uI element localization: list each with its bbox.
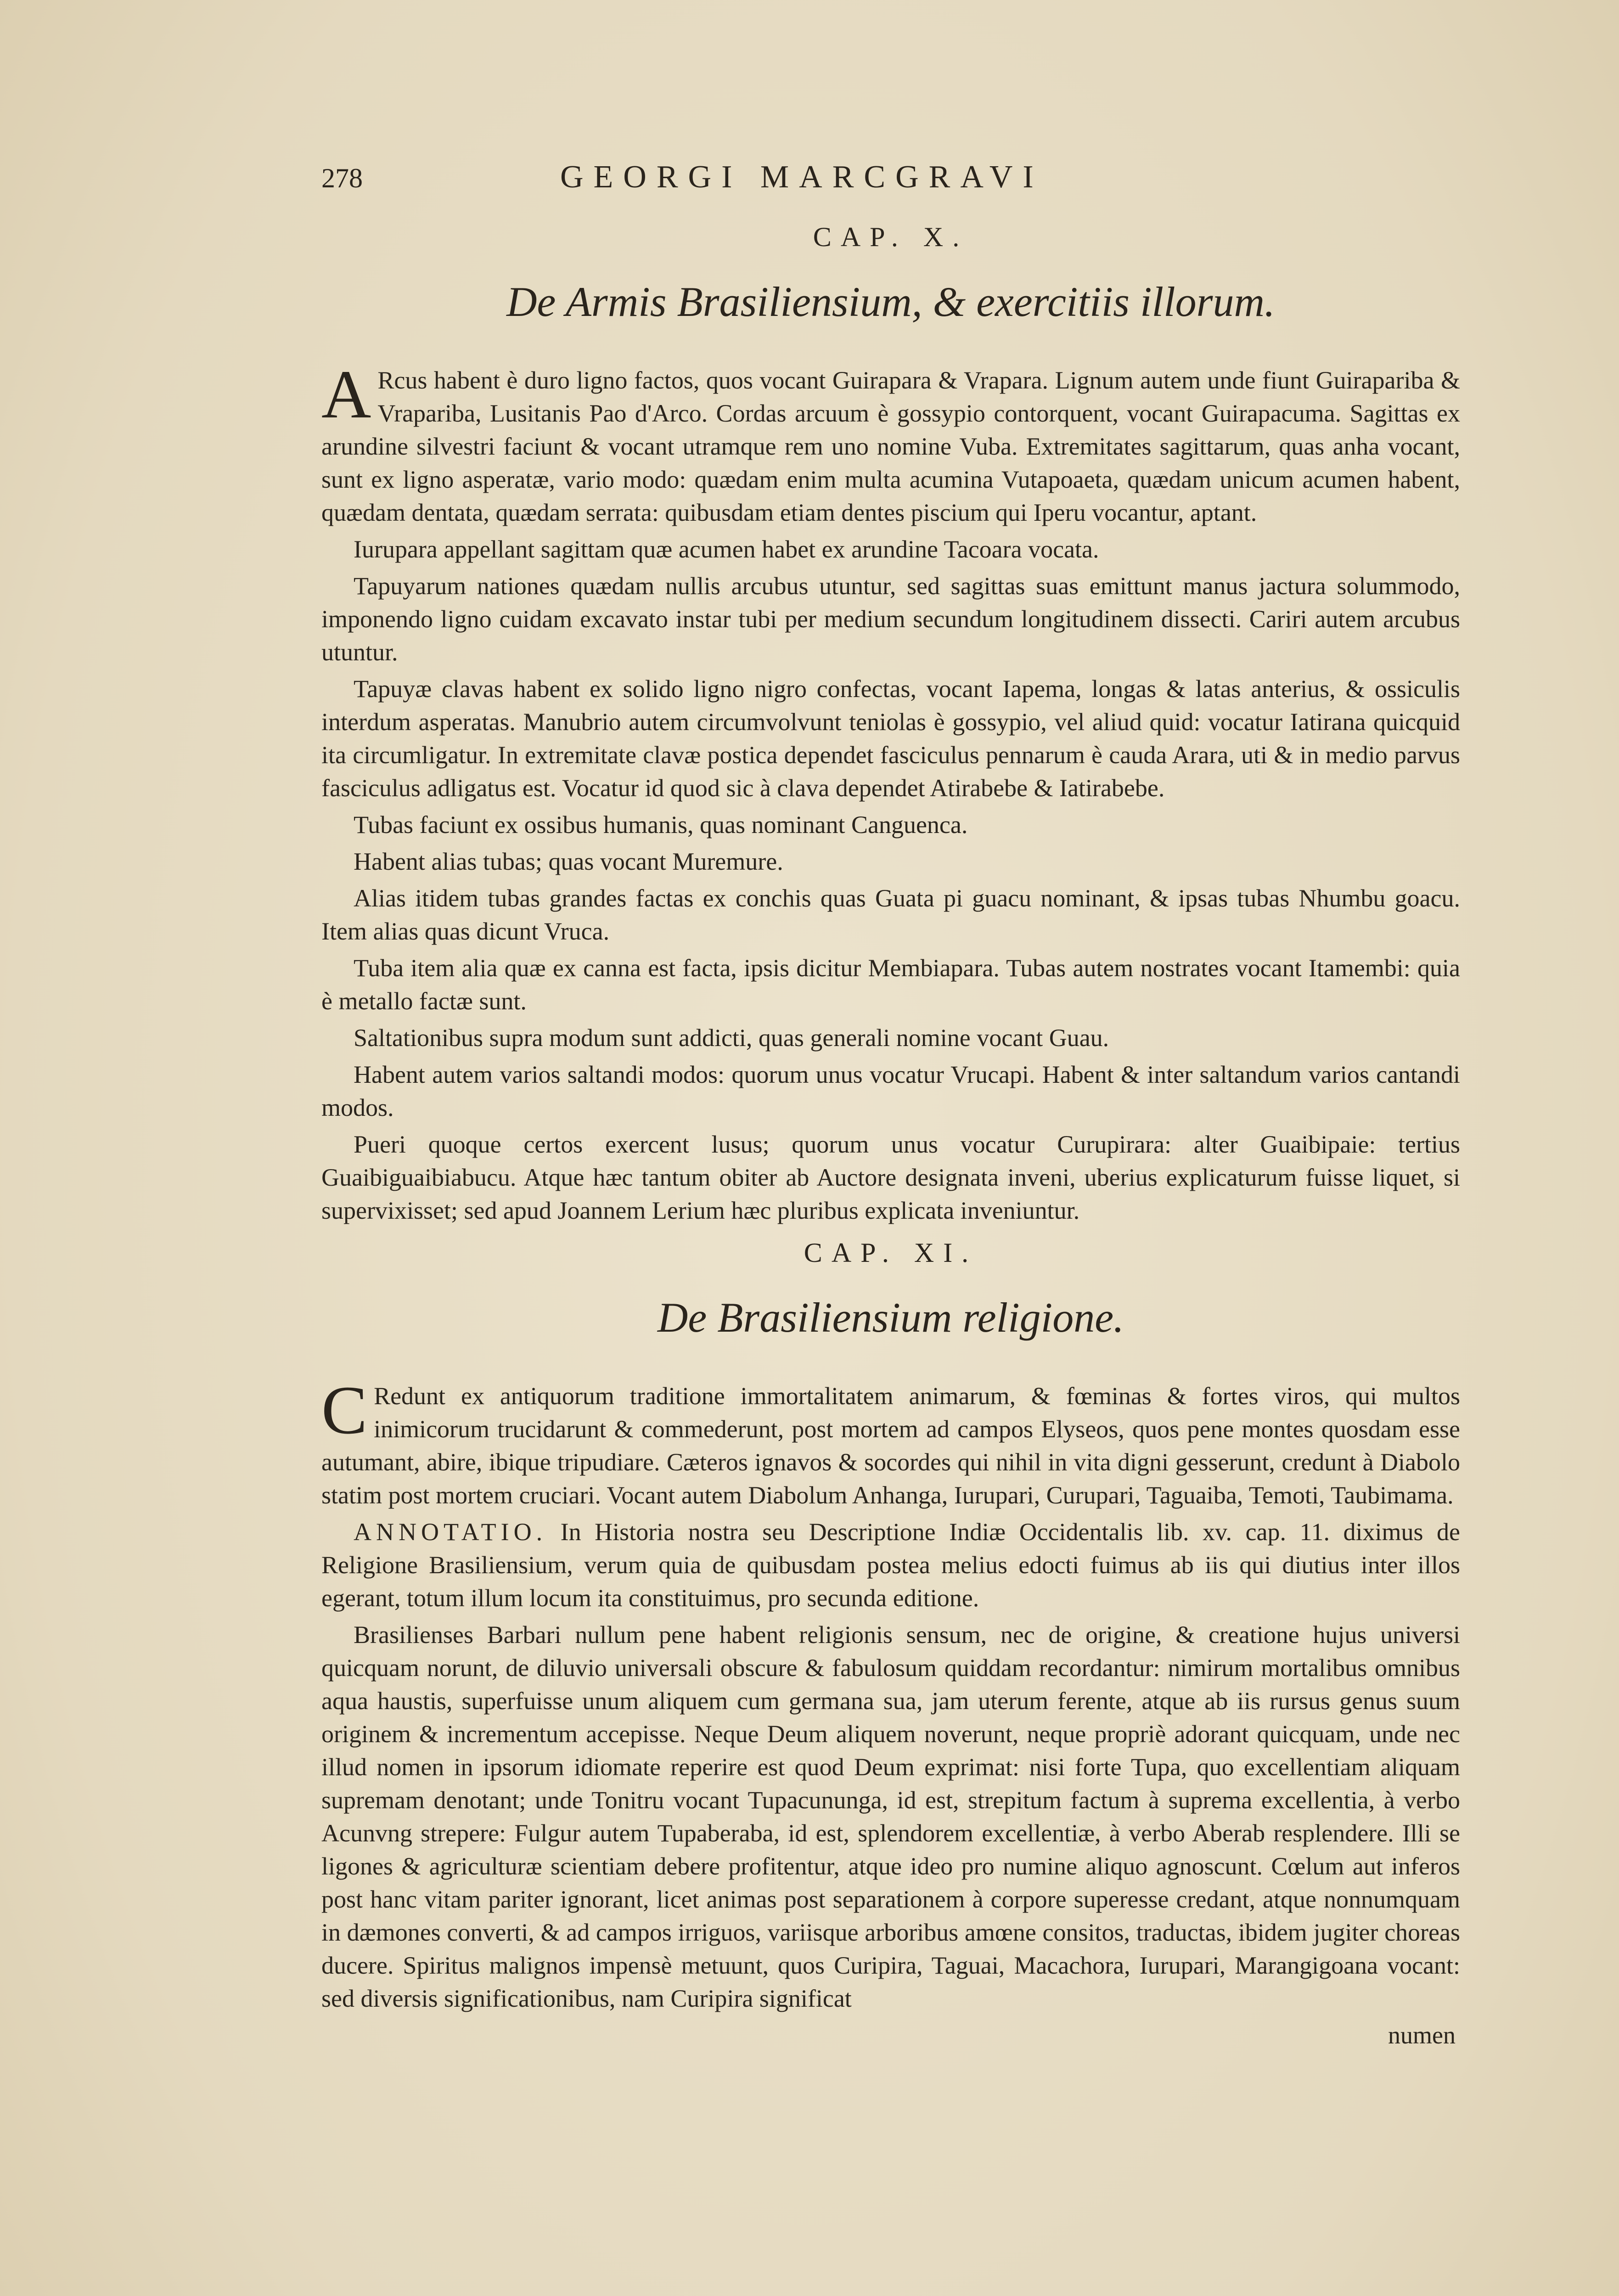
paragraph-text: Rcus habent è duro ligno factos, quos vocant Guirapara & Vrapara. Lignum autem unde fiunt Guirapariba & Vrapariba, Lusitanis Pao d'Arco. Cordas arcuum è gossypio contorquent, vocant Guirapacuma. Sagittas ex arundine silvestri faciunt & vocant utramque rem uno nomine Vuba. Extremitates sagittarum, quas anha vocant, sunt ex ligno asperatæ, vario modo: quædam enim multa acumina Vutapoaeta, quædam unicum acumen habent, quædam dentata, quædam serrata: quibusdam etiam dentes piscium qui Iperu vocantur, aptant. [321,366,1460,526]
catchword: numen [1388,2021,1456,2049]
paragraph: Tubas faciunt ex ossibus humanis, quas nominant Canguenca. [354,811,968,838]
chapter-title: De Armis Brasiliensium, & exercitiis illorum. [506,278,1275,325]
running-title: GEORGI MARCGRAVI [560,159,1044,195]
paragraph: Habent autem varios saltandi modos: quorum unus vocatur Vrucapi. Habent & inter saltandum varios cantandi modos. [321,1061,1460,1121]
paragraph: Tapuyæ clavas habent ex solido ligno nigro confectas, vocant Iapema, longas & latas anterius, & ossiculis interdum asperatas. Manubrio autem circumvolvunt teniolas è gossypio, vel aliud quid: vocatur Iatirana quicquid ita circumligatur. In extremitate clavæ postica dependet fasciculus pennarum è cauda Arara, uti & in medio parvus fasciculus adligatus est. Vocatur id quod sic à clava dependet Atirabebe & Iatirabebe. [321,675,1460,802]
chapter-title: De Brasiliensium religione. [657,1294,1124,1341]
paragraph: Alias itidem tubas grandes factas ex conchis quas Guata pi guacu nominant, & ipsas tubas Nhumbu goacu. Item alias quas dicunt Vruca. [321,884,1460,945]
paragraph: Pueri quoque certos exercent lusus; quorum unus vocatur Curupirara: alter Guaibipaie: tertius Guaibiguaibiabucu. Atque hæc tantum obiter ab Auctore designata inveni, uberius explicaturum fuisse liquet, si supervixisset; sed apud Joannem Lerium hæc pluribus explicata inveniuntur. [321,1131,1460,1224]
paragraph: Iurupara appellant sagittam quæ acumen habet ex arundine Tacoara vocata. [354,535,1099,563]
paragraph: Brasilienses Barbari nullum pene habent religionis sensum, nec de origine, & creatione hujus universi quicquam norunt, de diluvio universali obscure & fabulosum quiddam recordantur: nimirum mortalibus omnibus aqua haustis, superfuisse unum aliquem cum germana sua, jam uterum ferente, atque ab iis rursus genus suum originem & incrementum accepisse. Neque Deum aliquem noverunt, neque propriè adorant quicquam, unde nec illud nomen in ipsorum idiomate reperire est quod Deum exprimat: nisi forte Tupa, quo excellentiam aliquam supremam denotant; unde Tonitru vocant Tupacununga, id est, strepitum factum à suprema excellentia, à verbo Acunvng strepere: Fulgur autem Tupaberaba, id est, splendorem excellentiæ, à verbo Aberab resplendere. Illi se ligones & agriculturæ scientiam debere profitentur, atque ideo pro numine aliquo agnoscunt. Cœlum aut inferos post hanc vitam pariter ignorant, licet animas post separationem à corpore superesse credant, atque nonnumquam in dæmones converti, & ad campos irriguos, variisque arboribus amœne consitos, traductas, ibidem jugiter choreas ducere. Spiritus malignos impensè metuunt, quos Curipira, Taguai, Macachora, Iurupari, Marangigoana vocant: sed diversis significationibus, nam Curipira significat [321,1621,1460,2012]
paragraph: Habent alias tubas; quas vocant Muremure. [354,848,783,875]
chapter-label: CAP. X. [813,222,969,252]
page-number: 278 [321,163,363,193]
paragraph-text: Redunt ex antiquorum traditione immortalitatem animarum, & fœminas & fortes viros, qui multos inimicorum trucidarunt & commederunt, post mortem ad campos Elyseos, quos pene montes quosdam esse autumant, abire, ibique tripudiare. Cæteros ignavos & socordes qui nihil in vita digni gesserunt, credunt à Diabolo statim post mortem cruciari. Vocant autem Diabolum Anhanga, Iurupari, Curupari, Taguaiba, Temoti, Taubimama. [321,1382,1460,1509]
drop-cap: C [321,1372,368,1448]
paragraph: Saltationibus supra modum sunt addicti, quas generali nomine vocant Guau. [354,1024,1109,1052]
paragraph [321,1372,1460,1512]
paragraph [321,356,1460,529]
annotation-label: ANNOTATIO. [354,1518,547,1546]
chapter-label: CAP. XI. [804,1238,978,1268]
running-head [321,161,1460,211]
paragraph-text: In Historia nostra seu Descriptione Indiæ Occidentalis lib. xv. cap. 11. diximus de Religione Brasiliensium, verum quia de quibusdam postea melius edocti fuimus ab iis qui diutius inter illos egerant, totum illum locum ita constituimus, pro secunda editione. [321,1518,1461,1612]
text-block [321,161,1460,2052]
paragraph: Tapuyarum nationes quædam nullis arcubus utuntur, sed sagittas suas emittunt manus jactura solummodo, imponendo ligno cuidam excavato instar tubi per medium secundum longitudinem dissecti. Cariri autem arcubus utuntur. [321,572,1460,666]
drop-cap: A [321,356,371,433]
paragraph: Tuba item alia quæ ex canna est facta, ipsis dicitur Membiapara. Tubas autem nostrates vocant Itamembi: quia è metallo factæ sunt. [321,954,1460,1015]
paragraph [321,1515,1460,1615]
